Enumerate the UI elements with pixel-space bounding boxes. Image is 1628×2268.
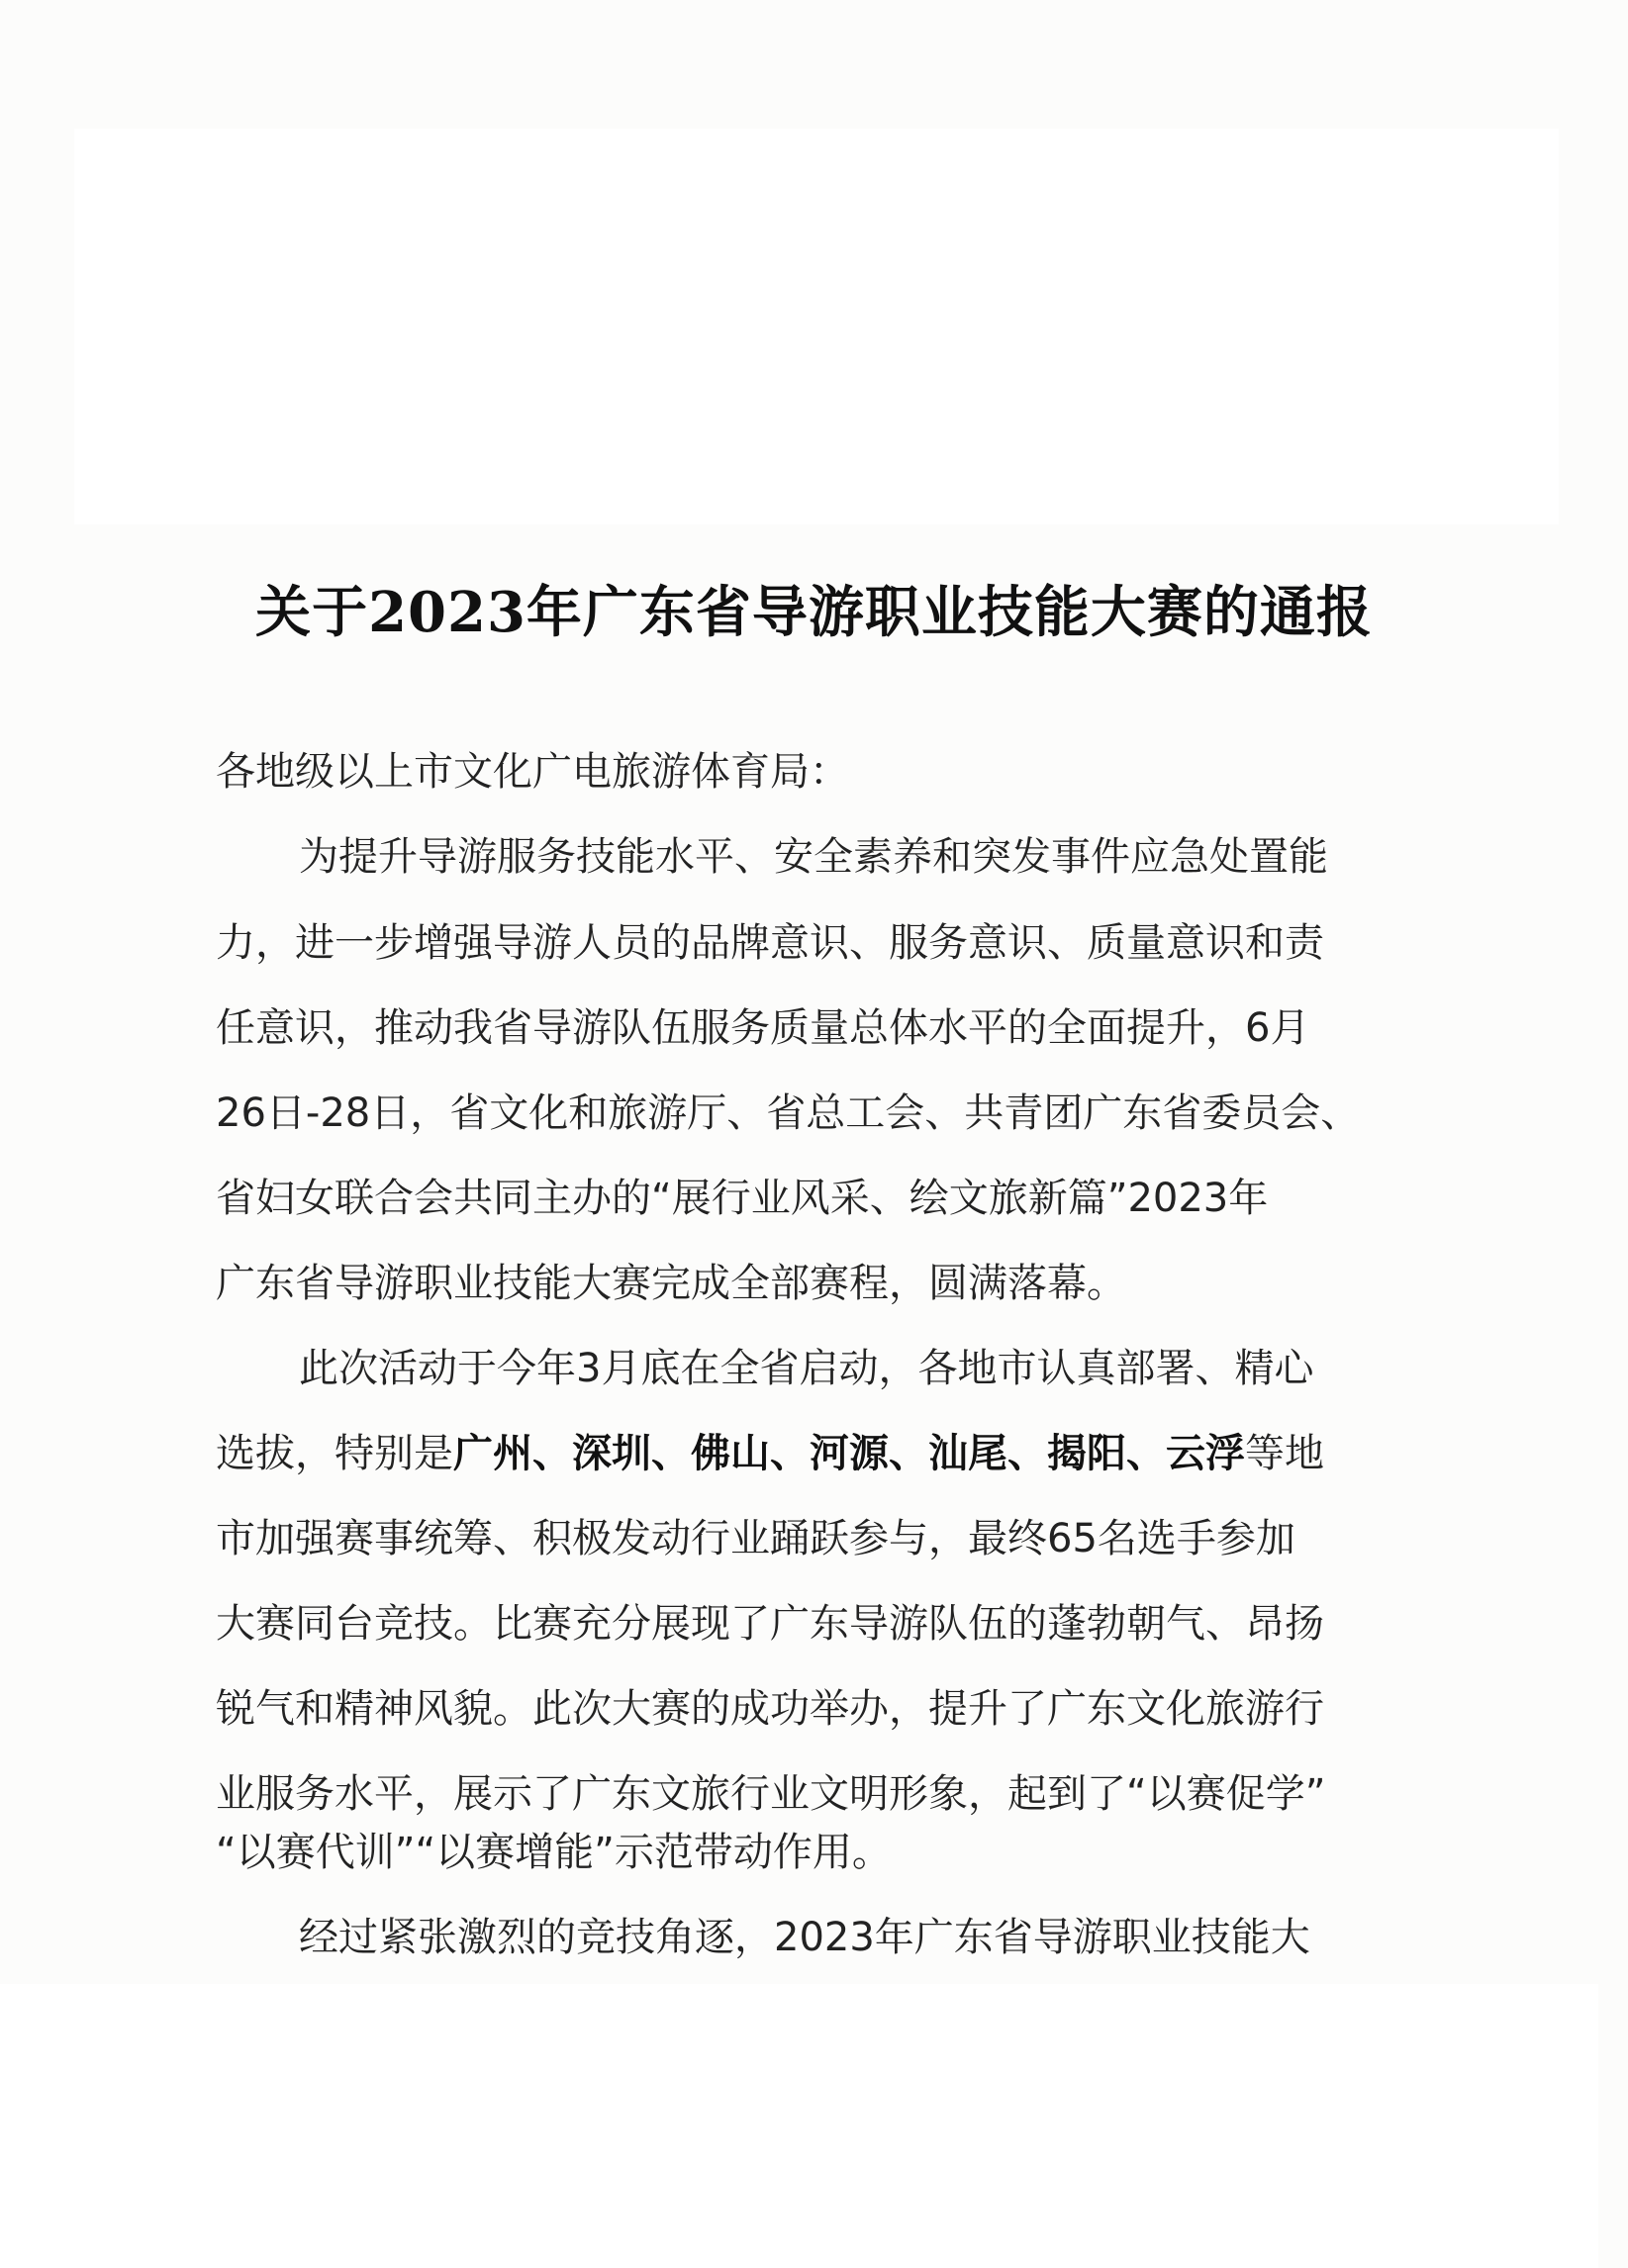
paragraph-2-line-2-end: 等地 [1245,1431,1324,1476]
paragraph-1-line-6: 广东省导游职业技能大赛完成全部赛程，圆满落幕。 [216,1261,1126,1306]
paragraph-2-line-4: 大赛同台竞技。比赛充分展现了广东导游队伍的蓬勃朝气、昂扬 [216,1601,1324,1647]
blank-header-area [74,129,1559,524]
paragraph-2-line-5: 锐气和精神风貌。此次大赛的成功举办，提升了广东文化旅游行 [216,1686,1324,1732]
document-title: 关于2023年广东省导游职业技能大赛的通报 [255,580,1373,645]
paragraph-2-line-2-start: 选拔，特别是 [216,1431,453,1476]
paragraph-1-line-4: 26日-28日，省文化和旅游厅、省总工会、共青团广东省委员会、 [216,1090,1361,1136]
paragraph-3-line-1: 经过紧张激烈的竞技角逐，2023年广东省导游职业技能大 [299,1915,1310,1960]
paragraph-1-line-1: 为提升导游服务技能水平、安全素养和突发事件应急处置能 [299,834,1328,880]
paragraph-2-line-7: “以赛代训”“以赛增能”示范带动作用。 [216,1830,892,1875]
salutation: 各地级以上市文化广电旅游体育局： [216,749,849,795]
paragraph-1-line-2: 力，进一步增强导游人员的品牌意识、服务意识、质量意识和责 [216,920,1324,966]
paragraph-1-line-3: 任意识，推动我省导游队伍服务质量总体水平的全面提升，6月 [216,1005,1310,1051]
paragraph-2-line-2 [216,1426,1324,1481]
highlighted-cities: 广州、深圳、佛山、河源、汕尾、揭阳、云浮 [453,1431,1245,1476]
paragraph-1-line-5: 省妇女联合会共同主办的“展行业风采、绘文旅新篇”2023年 [216,1176,1269,1221]
paragraph-2-line-6: 业服务水平，展示了广东文旅行业文明形象，起到了“以赛促学” [216,1771,1326,1817]
paragraph-2-line-3: 市加强赛事统筹、积极发动行业踊跃参与，最终65名选手参加 [216,1516,1295,1561]
blank-footer-area [0,1984,1598,2268]
paragraph-2-line-1: 此次活动于今年3月底在全省启动，各地市认真部署、精心 [299,1346,1314,1391]
